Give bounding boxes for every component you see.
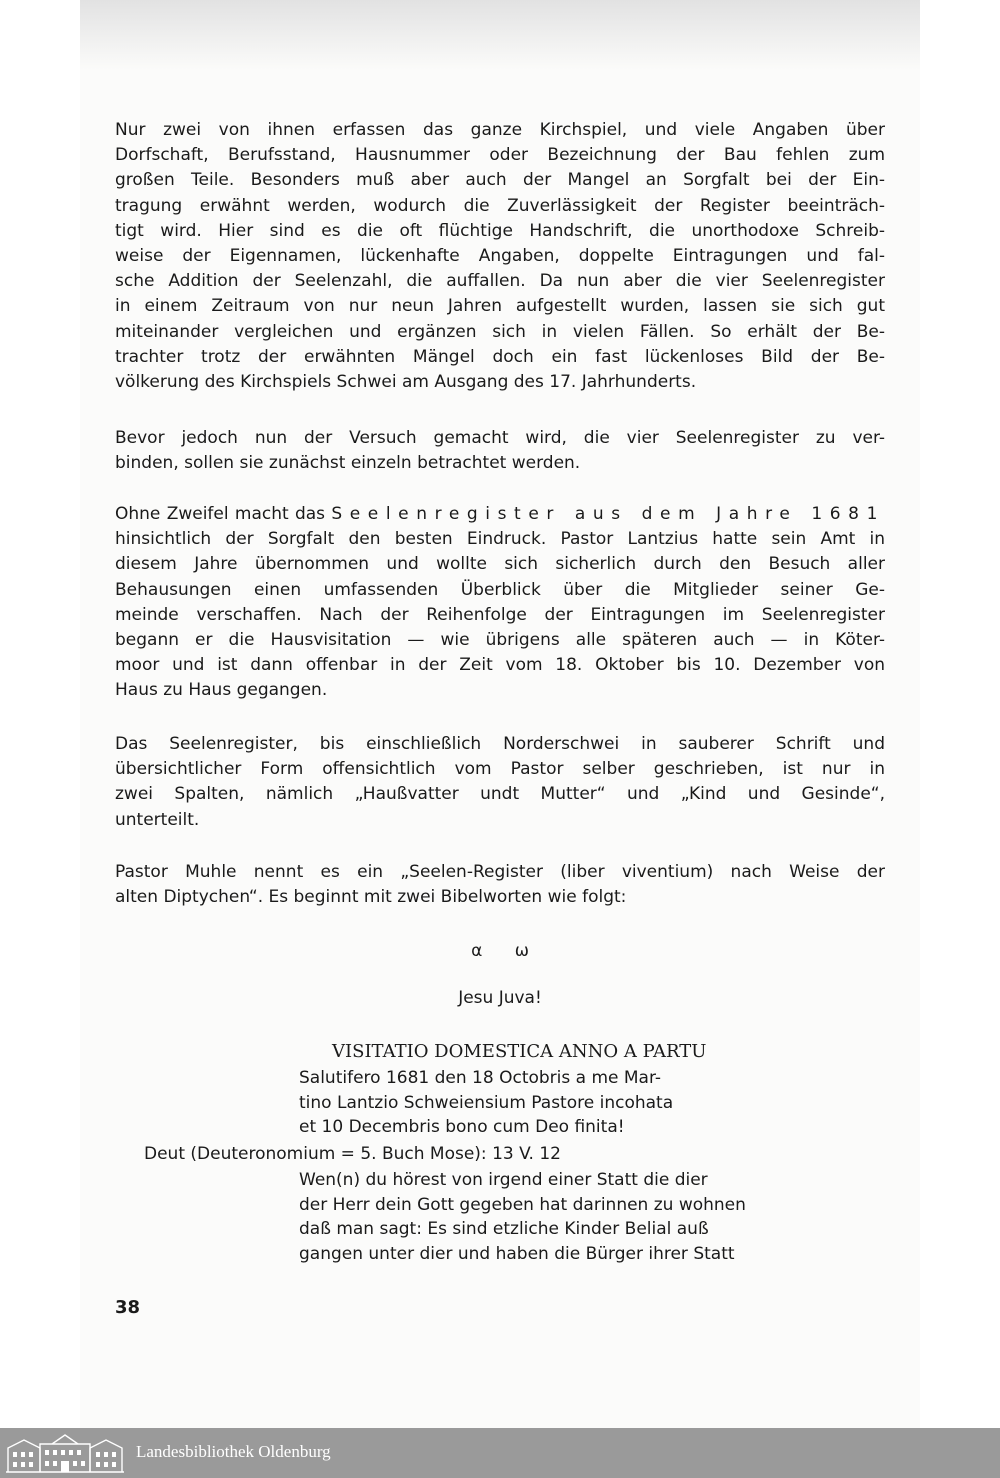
deut-quote [299,1168,746,1267]
text-line: moor und ist dann offenbar in der Zeit vom 18. Oktober bis 10. Dezember von [115,655,885,676]
quote-line: et 10 Decembris bono cum Deo finita! [299,1117,625,1138]
quote-line: Salutifero 1681 den 18 Octobris a me Mar- [299,1068,662,1088]
bible-reference: Deut (Deuteronomium = 5. Buch Mose): 13 V. 12 [144,1144,561,1164]
text-line: Behausungen einen umfassenden Überblick über die Mitglieder seiner Ge- [115,579,885,600]
text-line: begann er die Hausvisitation — wie übrigens alle späteren auch — in Köter- [115,630,885,651]
deut-reference [144,1142,561,1167]
visitatio-title [332,1040,706,1064]
paragraph-4 [115,732,885,833]
text-line: Das Seelenregister, bis einschließlich Norderschwei in sauberer Schrift und [115,734,885,754]
text-line: übersichtlicher Form offensichtlich vom Pastor selber geschrieben, ist nur in [115,759,885,780]
text-line: Haus zu Haus gegangen. [115,680,328,701]
text-line: zwei Spalten, nämlich „Haußvatter undt Mutter“ und „Kind und Gesinde“, [115,784,885,805]
text-line: Nur zwei von ihnen erfassen das ganze Kirchspiel, und viele Angaben über [115,120,885,140]
quote-line: Wen(n) du hörest von irgend einer Statt die dier [299,1170,708,1190]
quote-line: gangen unter dier und haben die Bürger ihrer Statt [299,1244,735,1265]
library-name: Landesbibliothek Oldenburg [136,1442,331,1461]
text-line: meinde verschaffen. Nach der Reihenfolge der Eintragungen im Seelenregister [115,604,885,625]
text-line: Bevor jedoch nun der Versuch gemacht wird, die vier Seelenregister zu ver- [115,428,885,448]
text-line: völkerung des Kirchspiels Schwei am Ausgang des 17. Jahrhunderts. [115,372,697,393]
text-line: sche Addition der Seelenzahl, die auffallen. Da nun aber die vier Seelenregister [115,271,885,292]
text-line: alten Diptychen“. Es beginnt mit zwei Bibelworten wie folgt: [115,887,627,908]
text-line [115,502,885,527]
paragraph-5 [115,860,885,910]
text-segment: Ohne Zweifel macht das [115,504,326,524]
library-footer [0,1428,1000,1478]
text-line: in einem Zeitraum von nur neun Jahren aufgestellt wurden, lassen sie sich gut [115,296,885,317]
paragraph-3 [115,502,885,704]
text-line: Dorfschaft, Berufsstand, Hausnummer oder Bezeichnung der Bau fehlen zum [115,145,885,166]
quote-line: tino Lantzio Schweiensium Pastore incohata [299,1092,674,1113]
paragraph-2 [115,426,885,476]
paragraph-1 [115,118,885,395]
text-line: Pastor Muhle nennt es ein „Seelen-Register (liber viventium) nach Weise der [115,862,885,882]
quote-line: daß man sagt: Es sind etzliche Kinder Belial auß [299,1219,709,1240]
text-line: miteinander vergleichen und ergänzen sich in vielen Fällen. So erhält der Be- [115,321,885,342]
library-building-icon [4,1432,126,1474]
text-line: hinsichtlich der Sorgfalt den besten Eindruck. Pastor Lantzius hatte sein Amt in [115,529,885,550]
invocation: Jesu Juva! [458,988,542,1008]
spaced-emphasis: Seelenregister aus dem Jahre 1681 [331,504,885,524]
text-line: großen Teile. Besonders muß aber auch der Mangel an Sorgfalt bei der Ein- [115,170,885,191]
page-number: 38 [115,1297,141,1318]
text-line: weise der Eigennamen, lückenhafte Angaben, doppelte Eintragungen und fal- [115,246,885,267]
text-line: unterteilt. [115,809,200,830]
alpha-omega: α ω [471,941,529,961]
quote-line: der Herr dein Gott gegeben hat darinnen zu wohnen [299,1194,746,1215]
text-line: tragung erwähnt werden, wodurch die Zuverlässigkeit der Register beeinträch- [115,195,885,216]
text-line: diesem Jahre übernommen und wollte sich sicherlich durch den Besuch aller [115,554,885,575]
text-line: tigt wird. Hier sind es die oft flüchtige Handschrift, die unorthodoxe Schreib- [115,220,885,241]
text-line: binden, sollen sie zunächst einzeln betrachtet werden. [115,453,581,474]
heading: VISITATIO DOMESTICA ANNO A PARTU [332,1041,707,1062]
visitatio-block [299,1066,673,1140]
text-line: trachter trotz der erwähnten Mängel doch ein fast lückenloses Bild der Be- [115,346,885,367]
